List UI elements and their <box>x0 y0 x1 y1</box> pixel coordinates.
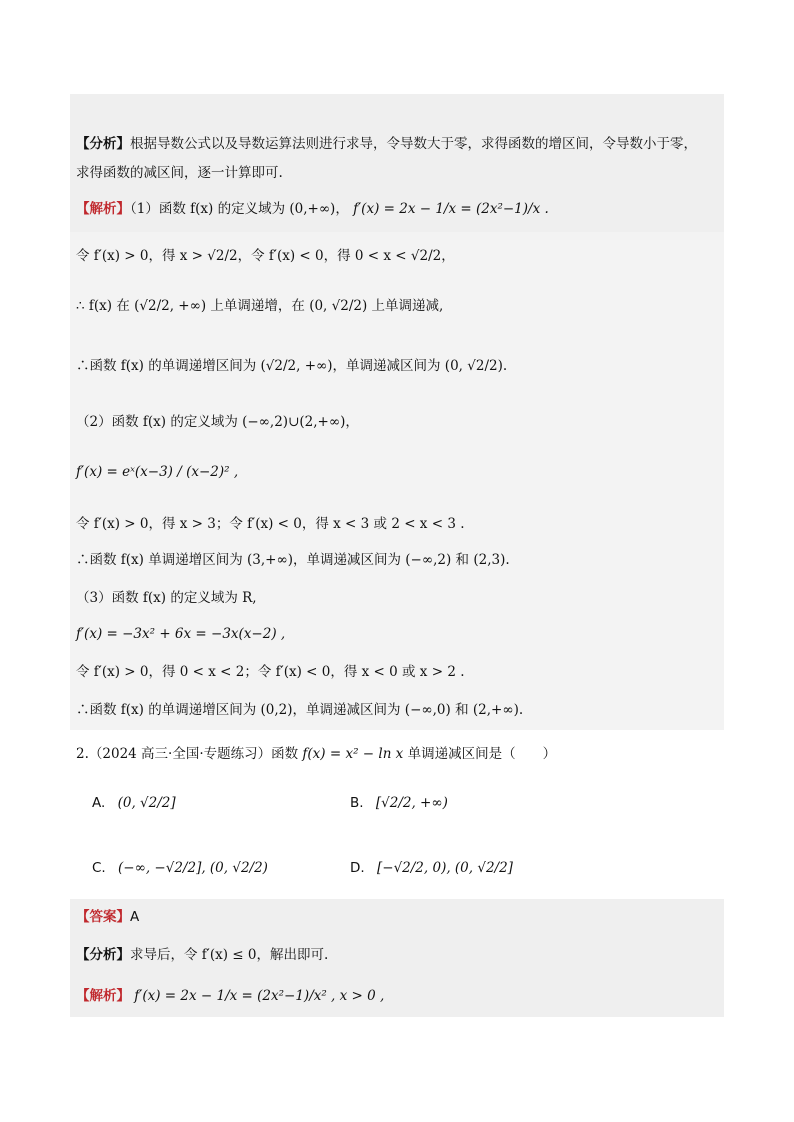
answer-line <box>76 907 139 927</box>
option-b[interactable] <box>350 795 448 811</box>
option-d-label: D. <box>350 860 365 876</box>
question-function: f(x) = x² − ln x <box>302 746 404 762</box>
solution-1-line-4: ∴函数 f(x) 的单调递增区间为 (√2/2, +∞)，单调递减区间为 (0, √2/2). <box>76 358 508 374</box>
solution-3-line-2: f′(x) = −3x² + 6x = −3x(x−2) , <box>76 626 286 642</box>
option-c-label: C. <box>92 860 106 876</box>
question-stem-b: 单调递减区间是（ ） <box>407 746 557 762</box>
answer-tag: 【答案】 <box>76 909 130 925</box>
option-b-text: [√2/2, +∞) <box>375 795 448 811</box>
answer-value: A <box>130 909 140 925</box>
solution-2-line-1: （2）函数 f(x) 的定义域为 (−∞,2)∪(2,+∞)， <box>76 414 359 430</box>
analysis-2-tag: 【分析】 <box>76 947 130 963</box>
analysis-text-1: 根据导数公式以及导数运算法则进行求导，令导数大于零，求得函数的增区间，令导数小于零， <box>130 136 697 152</box>
solution-q2-formula: f′(x) = 2x − 1/x = (2x²−1)/x² , x > 0 , <box>134 988 385 1004</box>
option-c-text: (−∞, −√2/2], (0, √2/2) <box>118 860 268 876</box>
analysis-2-line <box>76 945 328 965</box>
question-number: 2. <box>76 746 89 762</box>
option-c[interactable] <box>92 860 268 876</box>
solution-1-line-3: ∴ f(x) 在 (√2/2, +∞) 上单调递增，在 (0, √2/2) 上单调递减, <box>76 298 444 314</box>
option-a[interactable] <box>92 795 176 811</box>
option-a-label: A. <box>92 795 106 811</box>
solution-3-line-4: ∴函数 f(x) 的单调递增区间为 (0,2)，单调递减区间为 (−∞,0) 和 (2,+∞). <box>76 702 524 718</box>
solution-3-line-3: 令 f′(x) > 0，得 0 < x < 2；令 f′(x) < 0，得 x < 0 或 x > 2 . <box>76 664 465 680</box>
solution-2-line-3: 令 f′(x) > 0，得 x > 3；令 f′(x) < 0，得 x < 3 或 2 < x < 3 . <box>76 516 465 532</box>
analysis-tag: 【分析】 <box>76 136 130 152</box>
option-d[interactable] <box>350 860 513 876</box>
question-source: （2024 高三·全国·专题练习） <box>88 746 272 762</box>
solution-q2-tag: 【解析】 <box>76 988 130 1004</box>
option-a-text: (0, √2/2] <box>117 795 176 811</box>
question-2-stem <box>76 744 556 764</box>
option-d-text: [−√2/2, 0), (0, √2/2] <box>376 860 513 876</box>
question-stem-a: 函数 <box>271 746 299 762</box>
analysis-line-1 <box>76 134 697 154</box>
option-b-label: B. <box>350 795 364 811</box>
solution-1-line-2: 令 f′(x) > 0，得 x > √2/2，令 f′(x) < 0，得 0 < x < √2/2， <box>76 248 455 264</box>
solution-3-line-1: （3）函数 f(x) 的定义域为 R, <box>76 590 257 606</box>
solution-2-line-4: ∴函数 f(x) 单调递增区间为 (3,+∞)，单调递减区间为 (−∞,2) 和 (2,3). <box>76 552 510 568</box>
solution-tag: 【解析】 <box>76 201 130 217</box>
analysis-line-2: 求得函数的减区间，逐一计算即可. <box>76 165 283 181</box>
solution-2-line-2: f′(x) = eˣ(x−3) / (x−2)² , <box>76 464 239 480</box>
solution-q2-line <box>76 986 384 1006</box>
analysis-2-text: 求导后，令 f′(x) ≤ 0，解出即可. <box>130 947 329 963</box>
solution-1-domain: （1）函数 f(x) 的定义域为 (0,+∞)， <box>130 201 349 217</box>
solution-1-derivative: f′(x) = 2x − 1/x = (2x²−1)/x . <box>353 201 549 217</box>
solution-line-1 <box>76 199 549 219</box>
